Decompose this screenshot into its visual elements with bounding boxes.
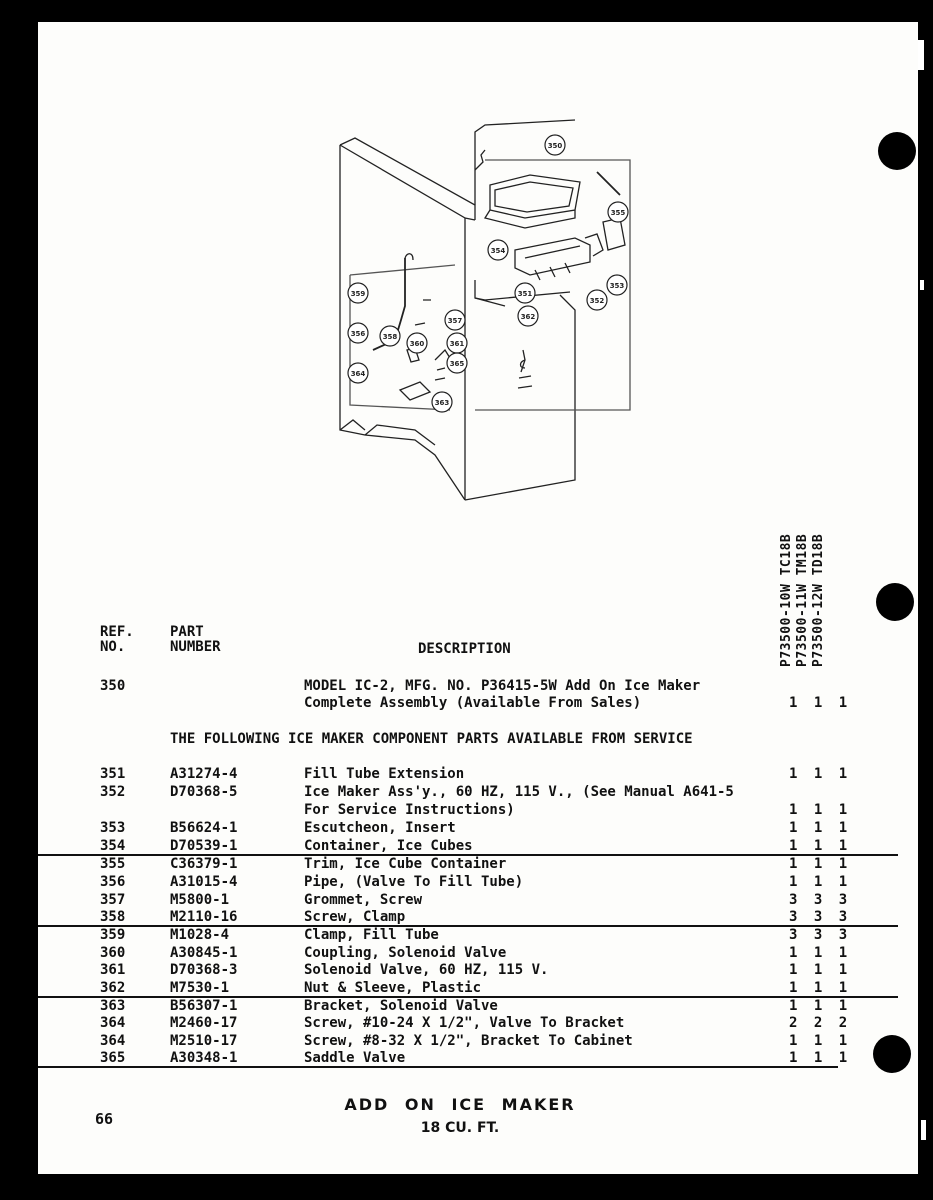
quantity: 1 1 1 bbox=[789, 695, 852, 711]
table-row bbox=[0, 802, 933, 819]
part-number: D70368-3 bbox=[170, 962, 238, 978]
table-row bbox=[0, 945, 933, 962]
scan-artifact bbox=[920, 280, 924, 290]
quantity: 1 1 1 bbox=[789, 856, 852, 872]
table-row bbox=[0, 820, 933, 837]
description: Screw, #8-32 X 1/2", Bracket To Cabinet bbox=[304, 1033, 633, 1049]
quantity: 3 3 3 bbox=[789, 927, 852, 943]
ref-no: 354 bbox=[100, 838, 126, 854]
callout-label: 359 bbox=[350, 290, 366, 298]
divider bbox=[38, 1066, 838, 1068]
table-row bbox=[0, 838, 933, 855]
callout-label: 355 bbox=[610, 209, 626, 217]
description-header: DESCRIPTION bbox=[418, 641, 511, 657]
description: Clamp, Fill Tube bbox=[304, 927, 439, 943]
callout-label: 353 bbox=[609, 282, 625, 290]
callout-label: 362 bbox=[520, 313, 536, 321]
scan-artifact bbox=[918, 40, 924, 70]
table-row bbox=[0, 874, 933, 891]
description: Trim, Ice Cube Container bbox=[304, 856, 507, 872]
quantity: 1 1 1 bbox=[789, 766, 852, 782]
table-row bbox=[0, 1050, 933, 1067]
part-number: A31015-4 bbox=[170, 874, 238, 890]
quantity: 1 1 1 bbox=[789, 838, 852, 854]
ref-no: 364 bbox=[100, 1015, 126, 1031]
table-row bbox=[0, 909, 933, 926]
ref-no: 353 bbox=[100, 820, 126, 836]
quantity: 1 1 1 bbox=[789, 874, 852, 890]
quantity: 1 1 1 bbox=[789, 1033, 852, 1049]
table-row bbox=[0, 1015, 933, 1032]
part-number: M2510-17 bbox=[170, 1033, 238, 1049]
description: Ice Maker Ass'y., 60 HZ, 115 V., (See Manual A641-5 bbox=[304, 784, 734, 800]
quantity: 1 1 1 bbox=[789, 945, 852, 961]
ref-no: 350 bbox=[100, 678, 126, 694]
description: Coupling, Solenoid Valve bbox=[304, 945, 507, 961]
part-number: M7530-1 bbox=[170, 980, 230, 996]
page-title: ADD ON ICE MAKER bbox=[344, 1095, 576, 1114]
part-number: A30845-1 bbox=[170, 945, 238, 961]
ref-no-header: REF. NO. bbox=[100, 624, 134, 655]
binder-hole bbox=[878, 132, 916, 170]
ref-no: 364 bbox=[100, 1033, 126, 1049]
quantity: 1 1 1 bbox=[789, 802, 852, 818]
description: Pipe, (Valve To Fill Tube) bbox=[304, 874, 524, 890]
description: Escutcheon, Insert bbox=[304, 820, 456, 836]
table-row bbox=[0, 1033, 933, 1050]
ref-no: 365 bbox=[100, 1050, 126, 1066]
callout-label: 357 bbox=[447, 317, 463, 325]
part-number: M5800-1 bbox=[170, 892, 230, 908]
section-note-row bbox=[0, 731, 933, 748]
part-number: D70368-5 bbox=[170, 784, 238, 800]
part-number: M1028-4 bbox=[170, 927, 230, 943]
description: For Service Instructions) bbox=[304, 802, 515, 818]
callout-label: 354 bbox=[490, 247, 506, 255]
part-number: A31274-4 bbox=[170, 766, 238, 782]
exploded-view-diagram bbox=[335, 110, 635, 505]
quantity: 2 2 2 bbox=[789, 1015, 852, 1031]
callout-label: 358 bbox=[382, 333, 398, 341]
ref-no: 357 bbox=[100, 892, 126, 908]
table-row bbox=[0, 998, 933, 1015]
part-number-header: PART NUMBER bbox=[170, 624, 221, 655]
part-number: B56307-1 bbox=[170, 998, 238, 1014]
table-row bbox=[0, 927, 933, 944]
quantity: 1 1 1 bbox=[789, 820, 852, 836]
ref-no: 362 bbox=[100, 980, 126, 996]
description: MODEL IC-2, MFG. NO. P36415-5W Add On Ice Maker bbox=[304, 678, 701, 694]
callout-label: 352 bbox=[589, 297, 605, 305]
model-header: P73500-10W TC18B bbox=[779, 533, 794, 667]
part-number: M2460-17 bbox=[170, 1015, 238, 1031]
callout-label: 356 bbox=[350, 330, 366, 338]
callout-label: 360 bbox=[409, 340, 425, 348]
quantity: 1 1 1 bbox=[789, 998, 852, 1014]
description: Saddle Valve bbox=[304, 1050, 406, 1066]
quantity: 3 3 3 bbox=[789, 892, 852, 908]
description: Screw, #10-24 X 1/2", Valve To Bracket bbox=[304, 1015, 625, 1031]
table-row bbox=[0, 766, 933, 783]
part-number: C36379-1 bbox=[170, 856, 238, 872]
description: Solenoid Valve, 60 HZ, 115 V. bbox=[304, 962, 549, 978]
description: Fill Tube Extension bbox=[304, 766, 465, 782]
quantity: 1 1 1 bbox=[789, 980, 852, 996]
description: Nut & Sleeve, Plastic bbox=[304, 980, 482, 996]
callout-label: 363 bbox=[434, 399, 450, 407]
model-header: P73500-11W TM18B bbox=[795, 533, 810, 667]
ref-no: 361 bbox=[100, 962, 126, 978]
description: Grommet, Screw bbox=[304, 892, 423, 908]
quantity: 1 1 1 bbox=[789, 962, 852, 978]
page-number: 66 bbox=[95, 1110, 114, 1128]
description: Screw, Clamp bbox=[304, 909, 406, 925]
part-number: D70539-1 bbox=[170, 838, 238, 854]
part-number: A30348-1 bbox=[170, 1050, 238, 1066]
quantity: 1 1 1 bbox=[789, 1050, 852, 1066]
callout-label: 364 bbox=[350, 370, 366, 378]
callout-label: 361 bbox=[449, 340, 465, 348]
description: Container, Ice Cubes bbox=[304, 838, 473, 854]
table-row bbox=[0, 695, 933, 712]
ref-no: 352 bbox=[100, 784, 126, 800]
table-row bbox=[0, 962, 933, 979]
table-row bbox=[0, 856, 933, 873]
table-row bbox=[0, 784, 933, 801]
quantity: 3 3 3 bbox=[789, 909, 852, 925]
table-row bbox=[0, 892, 933, 909]
description: Complete Assembly (Available From Sales) bbox=[304, 695, 642, 711]
model-column-headers bbox=[780, 507, 840, 667]
ref-no: 355 bbox=[100, 856, 126, 872]
callout-label: 365 bbox=[449, 360, 465, 368]
table-row bbox=[0, 980, 933, 997]
model-header: P73500-12W TD18B bbox=[811, 533, 826, 667]
ref-no: 360 bbox=[100, 945, 126, 961]
callout-label: 350 bbox=[547, 142, 563, 150]
section-note: THE FOLLOWING ICE MAKER COMPONENT PARTS AVAILABLE FROM SERVICE bbox=[170, 731, 693, 747]
description: Bracket, Solenoid Valve bbox=[304, 998, 498, 1014]
ref-no: 351 bbox=[100, 766, 126, 782]
ref-no: 358 bbox=[100, 909, 126, 925]
page-subtitle: 18 CU. FT. bbox=[420, 1120, 500, 1136]
part-number: M2110-16 bbox=[170, 909, 238, 925]
binder-hole bbox=[876, 583, 914, 621]
ref-no: 363 bbox=[100, 998, 126, 1014]
callout-label: 351 bbox=[517, 290, 533, 298]
ref-no: 359 bbox=[100, 927, 126, 943]
scan-artifact bbox=[921, 1120, 926, 1140]
ref-no: 356 bbox=[100, 874, 126, 890]
table-row bbox=[0, 678, 933, 695]
part-number: B56624-1 bbox=[170, 820, 238, 836]
